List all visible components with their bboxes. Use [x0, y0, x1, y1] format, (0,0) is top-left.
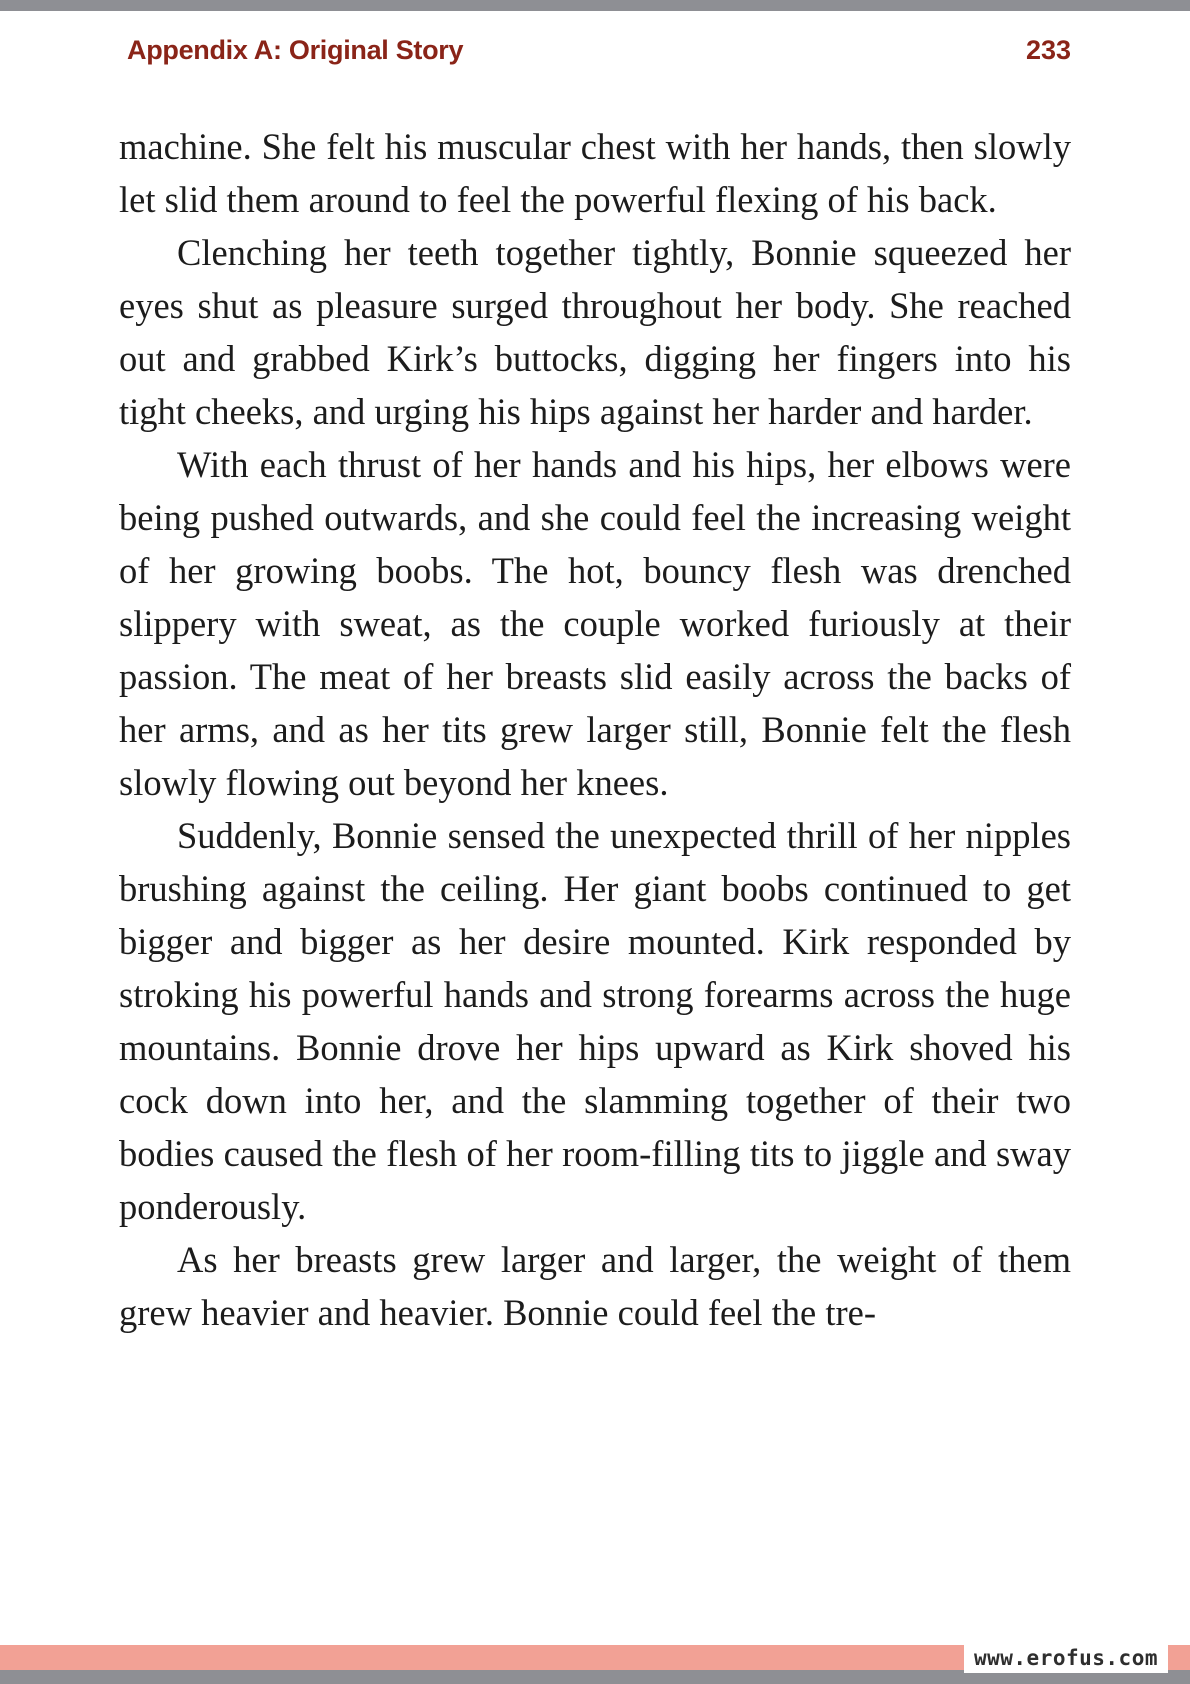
paragraph-2: Clenching her teeth together tightly, Bonnie squeezed her eyes shut as pleasure surged throughout her body. She reached out and grabbed Kirk’s buttocks, digging her fingers into his tight cheeks, and urging his hips against her harder and harder. — [119, 232, 1071, 432]
paragraph-5: As her breasts grew larger and larger, the weight of them grew heavier and heavier. Bonnie could feel the tre- — [119, 1239, 1071, 1333]
chapter-title: Appendix A: Original Story — [127, 35, 464, 65]
body-text — [119, 120, 1071, 1339]
running-header — [127, 30, 1071, 70]
page-number: 233 — [1025, 35, 1071, 65]
top-frame-bar — [0, 0, 1190, 11]
paragraph-3: With each thrust of her hands and his hips, her elbows were being pushed outwards, and she could feel the increasing weight of her growing boobs. The hot, bouncy flesh was drenched slippery with sweat, as the couple worked furiously at their passion. The meat of her breasts slid easily across the backs of her arms, and as her tits grew larger still, Bonnie felt the flesh slowly flowing out beyond her knees. — [119, 444, 1071, 803]
paragraph-4: Suddenly, Bonnie sensed the unexpected thrill of her nipples brushing against the ceiling. Her giant boobs continued to get bigger and bigger as her desire mounted. Kirk responded by stroking his powerful hands and strong forearms across the huge mountains. Bonnie drove her hips upward as Kirk shoved his cock down into her, and the slamming together of their two bodies caused the flesh of her room-filling tits to jiggle and sway ponderously. — [119, 815, 1071, 1227]
paragraph-1: machine. She felt his muscular chest with her hands, then slowly let slid them around to feel the powerful flexing of his back. — [119, 126, 1071, 220]
watermark-label: www.erofus.com — [964, 1643, 1168, 1673]
